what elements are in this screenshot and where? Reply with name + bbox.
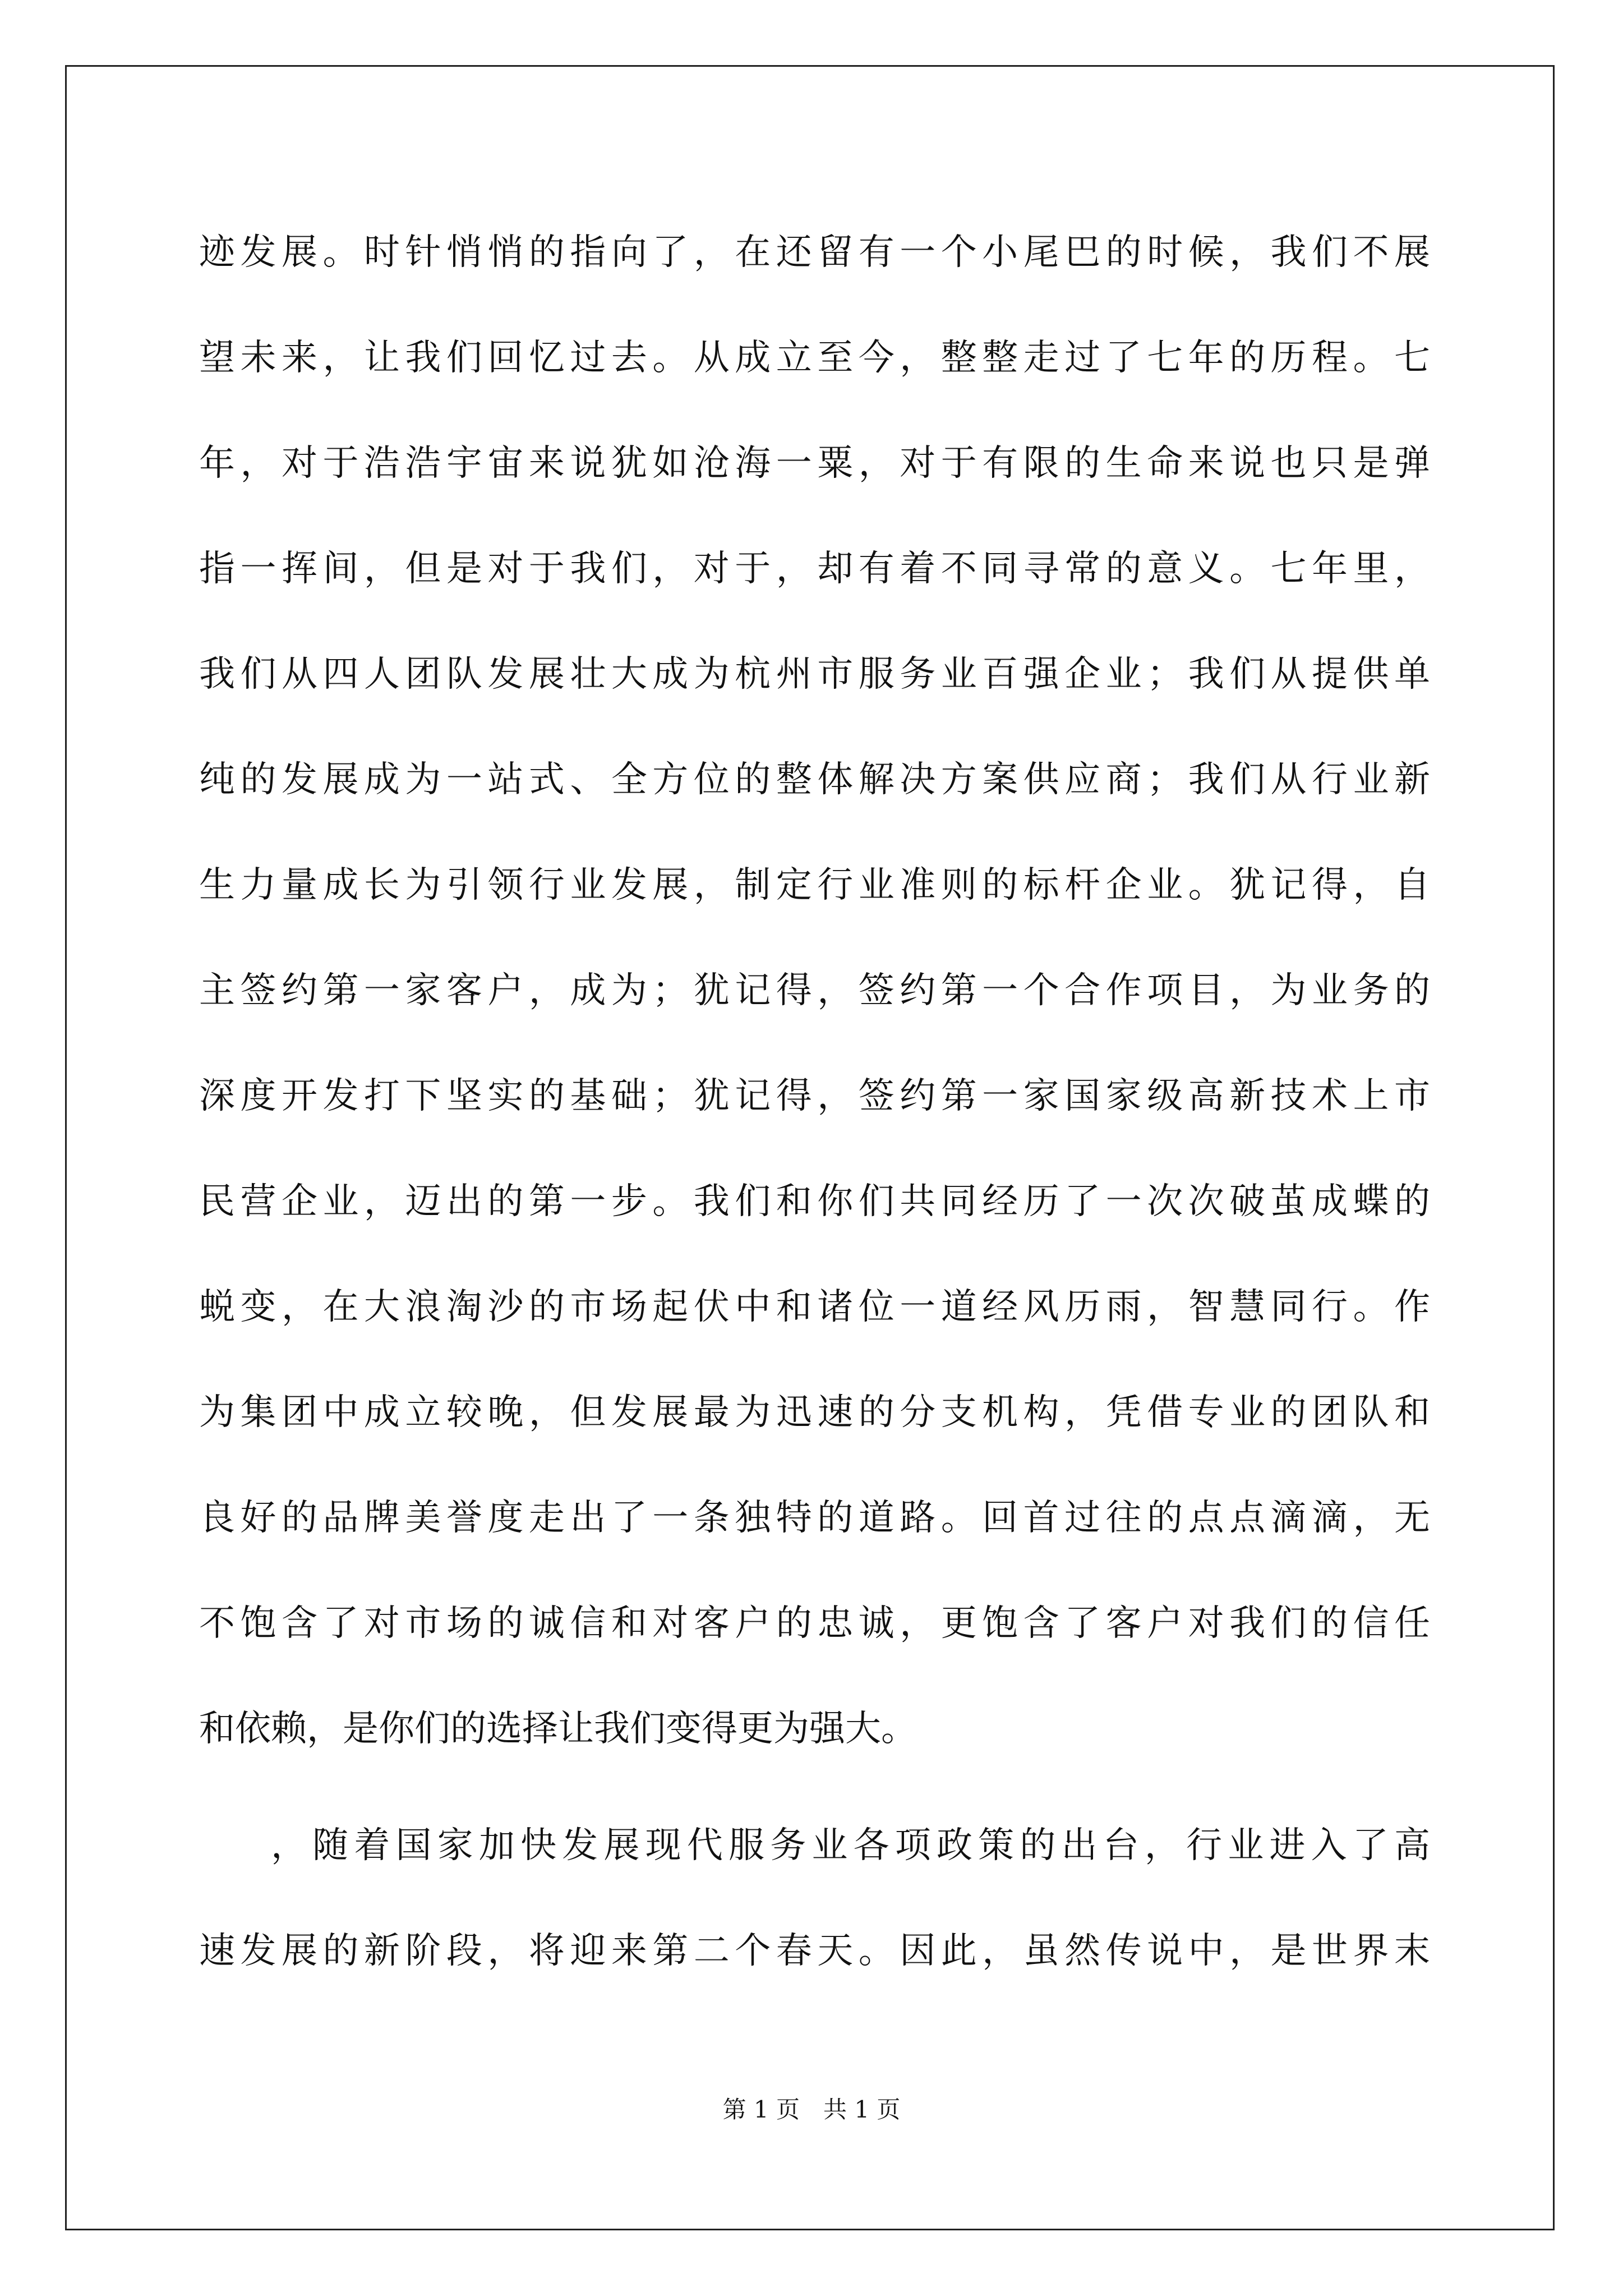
page-footer: [0, 2091, 1623, 2125]
document-body: [199, 222, 1430, 2026]
text-line: 我们从四人团队发展壮大成为杭州市服务业百强企业；我们从提供单: [199, 654, 1430, 695]
text-line: 为集团中成立较晚，但发展最为迅速的分支机构，凭借专业的团队和: [199, 1392, 1430, 1433]
text-line: 望未来，让我们回忆过去。从成立至今，整整走过了七年的历程。七: [199, 337, 1430, 379]
text-line: 不饱含了对市场的诚信和对客户的忠诚，更饱含了客户对我们的信任: [199, 1603, 1430, 1644]
text-line: 深度开发打下坚实的基础；犹记得，签约第一家国家级高新技术上市: [199, 1075, 1430, 1117]
text-line: 良好的品牌美誉度走出了一条独特的道路。回首过往的点点滴滴，无: [199, 1497, 1430, 1539]
text-line: 主签约第一家客户，成为；犹记得，签约第一个合作项目，为业务的: [199, 970, 1430, 1011]
text-line: 纯的发展成为一站式、全方位的整体解决方案供应商；我们从行业新: [199, 759, 1430, 800]
text-line: 蜕变，在大浪淘沙的市场起伏中和诸位一道经风历雨，智慧同行。作: [199, 1286, 1430, 1328]
text-line: 和依赖，是你们的选择让我们变得更为强大。: [199, 1708, 917, 1750]
text-line: 指一挥间，但是对于我们，对于，却有着不同寻常的意义。七年里，: [199, 548, 1430, 590]
page-number: 第 1 页: [722, 2096, 800, 2123]
paragraph-gap: [199, 1803, 1430, 1815]
page-total: 共 1 页: [823, 2096, 901, 2123]
text-line: ，随着国家加快发展现代服务业各项政策的出台，行业进入了高: [271, 1825, 1430, 1866]
text-line: 速发展的新阶段，将迎来第二个春天。因此，虽然传说中，是世界末: [199, 1930, 1430, 1972]
text-line: 年，对于浩浩宇宙来说犹如沧海一粟，对于有限的生命来说也只是弹: [199, 443, 1430, 484]
text-line: 迹发展。时针悄悄的指向了，在还留有一个小尾巴的时候，我们不展: [199, 232, 1430, 273]
paragraph-2: [199, 1815, 1430, 2026]
text-line: 民营企业，迈出的第一步。我们和你们共同经历了一次次破茧成蝶的: [199, 1181, 1430, 1222]
text-line: 生力量成长为引领行业发展，制定行业准则的标杆企业。犹记得，自: [199, 864, 1430, 906]
paragraph-1: [199, 222, 1430, 1803]
